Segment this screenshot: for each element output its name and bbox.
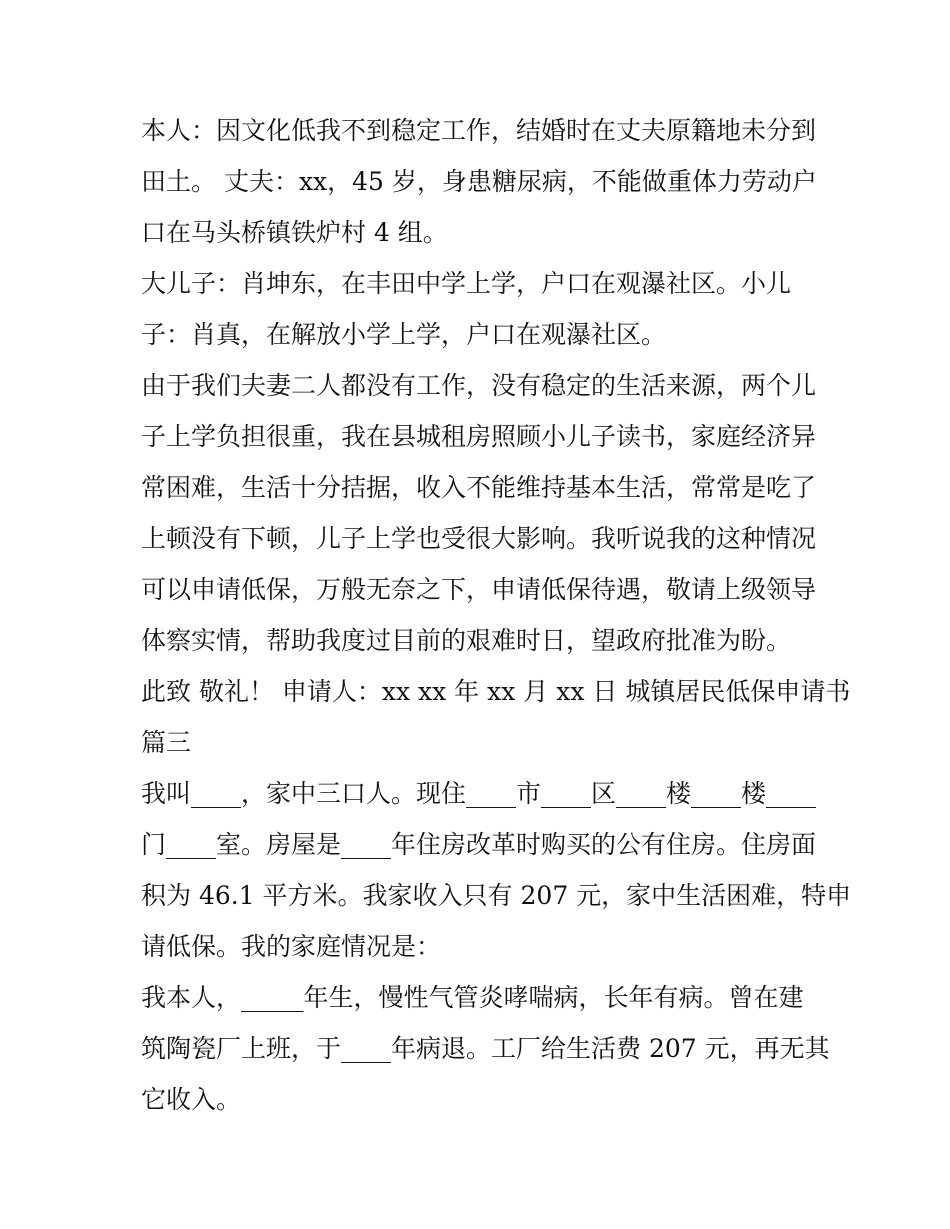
text-line-18: 我本人，_____年生，慢性气管炎哮喘病，长年有病。曾在建 xyxy=(141,983,804,1012)
text-line-12: 此致 敬礼！ 申请人：xx xx 年 xx 月 xx 日 城镇居民低保申请书 xyxy=(141,677,851,706)
text-line-2: 田土。 丈夫：xx，45 岁，身患糖尿病，不能做重体力劳动户 xyxy=(141,167,817,196)
text-line-14: 我叫____，家中三口人。现住____市____区____楼____楼____ xyxy=(141,779,817,808)
document-body xyxy=(141,105,852,1125)
text-line-9: 上顿没有下顿，儿子上学也受很大影响。我听说我的这种情况 xyxy=(141,524,817,553)
text-line-11: 体察实情，帮助我度过目前的艰难时日，望政府批准为盼。 xyxy=(141,626,792,655)
text-line-4: 大儿子：肖坤东，在丰田中学上学，户口在观瀑社区。小儿 xyxy=(141,269,792,298)
section-heading: 篇三 xyxy=(141,728,192,757)
text-line-10: 可以申请低保，万般无奈之下，申请低保待遇，敬请上级领导 xyxy=(141,575,817,604)
text-line-5: 子：肖真，在解放小学上学，户口在观瀑社区。 xyxy=(141,320,667,349)
text-line-19: 筑陶瓷厂上班，于____年病退。工厂给生活费 207 元，再无其 xyxy=(141,1034,830,1063)
text-line-16: 积为 46.1 平方米。我家收入只有 207 元，家中生活困难，特申 xyxy=(141,881,852,910)
text-line-20: 它收入。 xyxy=(141,1085,242,1114)
text-line-3: 口在马头桥镇铁炉村 4 组。 xyxy=(141,218,448,247)
text-line-1: 本人：因文化低我不到稳定工作，结婚时在丈夫原籍地未分到 xyxy=(141,116,817,145)
text-line-17: 请低保。我的家庭情况是： xyxy=(141,932,442,961)
text-line-8: 常困难，生活十分拮据，收入不能维持基本生活，常常是吃了 xyxy=(141,473,817,502)
text-line-15: 门____室。房屋是____年住房改革时购买的公有住房。住房面 xyxy=(141,830,817,859)
text-line-7: 子上学负担很重，我在县城租房照顾小儿子读书，家庭经济异 xyxy=(141,422,817,451)
text-line-6: 由于我们夫妻二人都没有工作，没有稳定的生活来源，两个儿 xyxy=(141,371,817,400)
